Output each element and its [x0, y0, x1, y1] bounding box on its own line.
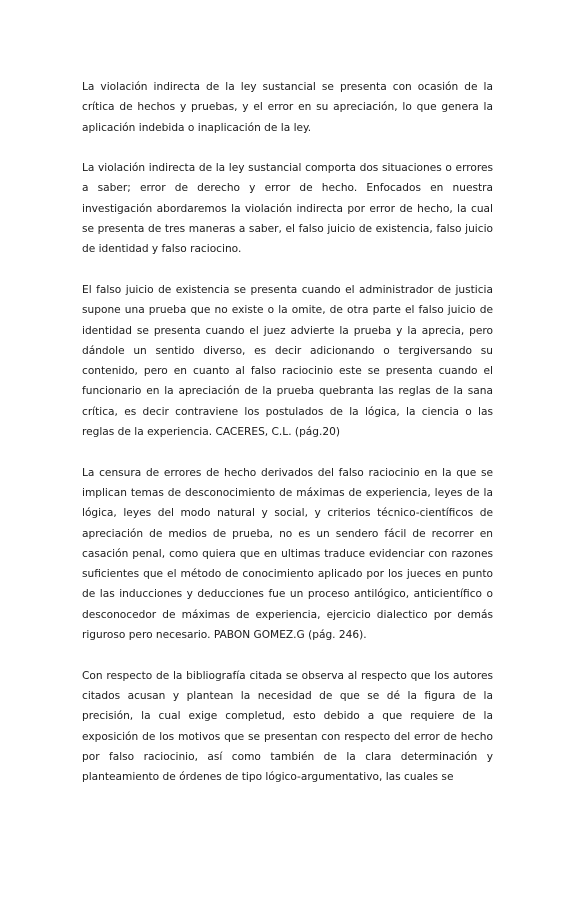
paragraph-5: Con respecto de la bibliografía citada se observa al respecto que los autores citados acusan y plantean la necesidad de que se dé la figura de la precisión, la cual exige completud, esto debido a que requiere de la exposición de los motivos que se presentan con respecto del error de hecho por falso raciocinio, así como también de la clara determinación y planteamiento de órdenes de tipo lógico-argumentativo, las cuales se [82, 669, 493, 784]
document-body [82, 77, 493, 808]
paragraph-4: La censura de errores de hecho derivados del falso raciocinio en la que se implican temas de desconocimiento de máximas de experiencia, leyes de la lógica, leyes del modo natural y social, y criterios técnico-científicos de apreciación de medios de prueba, no es un sendero fácil de recorrer en casación penal, como quiera que en ultimas traduce evidenciar con razones suficientes que el método de conocimiento aplicado por los jueces en punto de las inducciones y deducciones fue un proceso antilógico, anticientífico o desconocedor de máximas de experiencia, ejercicio dialectico por demás riguroso pero necesario. PABON GOMEZ.G (pág. 246). [82, 466, 493, 642]
paragraph-3: El falso juicio de existencia se presenta cuando el administrador de justicia supone una prueba que no existe o la omite, de otra parte el falso juicio de identidad se presenta cuando el juez advierte la prueba y la aprecia, pero dándole un sentido diverso, es decir adicionando o tergiversando su contenido, pero en cuanto al falso raciocinio este se presenta cuando el funcionario en la apreciación de la prueba quebranta las reglas de la sana crítica, es decir contraviene los postulados de la lógica, la ciencia o las reglas de la experiencia. CACERES, C.L. (pág.20) [82, 283, 493, 439]
paragraph-2: La violación indirecta de la ley sustancial comporta dos situaciones o errores a saber; error de derecho y error de hecho. Enfocados en nuestra investigación abordaremos la violación indirecta por error de hecho, la cual se presenta de tres maneras a saber, el falso juicio de existencia, falso juicio de identidad y falso raciocino. [82, 162, 493, 256]
paragraph-1: La violación indirecta de la ley sustancial se presenta con ocasión de la crítica de hechos y pruebas, y el error en su apreciación, lo que genera la aplicación indebida o inaplicación de la ley. [82, 81, 493, 134]
